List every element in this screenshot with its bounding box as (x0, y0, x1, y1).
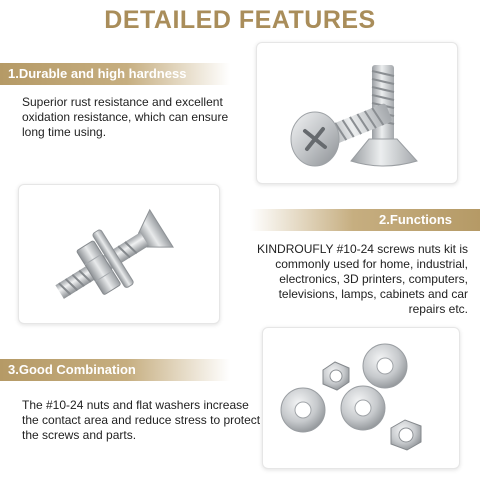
nuts-washers-illustration (263, 328, 459, 468)
hex-nut (323, 362, 349, 390)
section-2-heading-bar (250, 209, 480, 231)
flat-washer (281, 388, 325, 432)
section-2-heading: 2.Functions (379, 212, 452, 227)
section-3-heading-bar (0, 359, 230, 381)
flat-washer (363, 344, 407, 388)
flat-washer (341, 386, 385, 430)
section-1-heading: 1.Durable and high hardness (8, 66, 187, 81)
section-2-text: KINDROUFLY #10-24 screws nuts kit is commonly used for home, industrial, electronics, 3D printers, computers, televisions, lamps, cabinets and car repairs etc. (257, 242, 468, 316)
page-title: DETAILED FEATURES (104, 6, 376, 34)
section-3-heading: 3.Good Combination (8, 362, 136, 377)
screw-assembly-illustration (19, 185, 219, 323)
photo-two-screws (256, 42, 458, 184)
section-1-text: Superior rust resistance and excellent oxidation resistance, which can ensure long time using. (22, 95, 229, 139)
two-screws-illustration (257, 43, 457, 183)
section-1-heading-bar (0, 63, 230, 85)
photo-nuts-washers (262, 327, 460, 469)
section-3-text: The #10-24 nuts and flat washers increase the contact area and reduce stress to protect the screws and parts. (22, 398, 261, 442)
photo-screw-assembly (18, 184, 220, 324)
hex-nut (391, 420, 421, 450)
